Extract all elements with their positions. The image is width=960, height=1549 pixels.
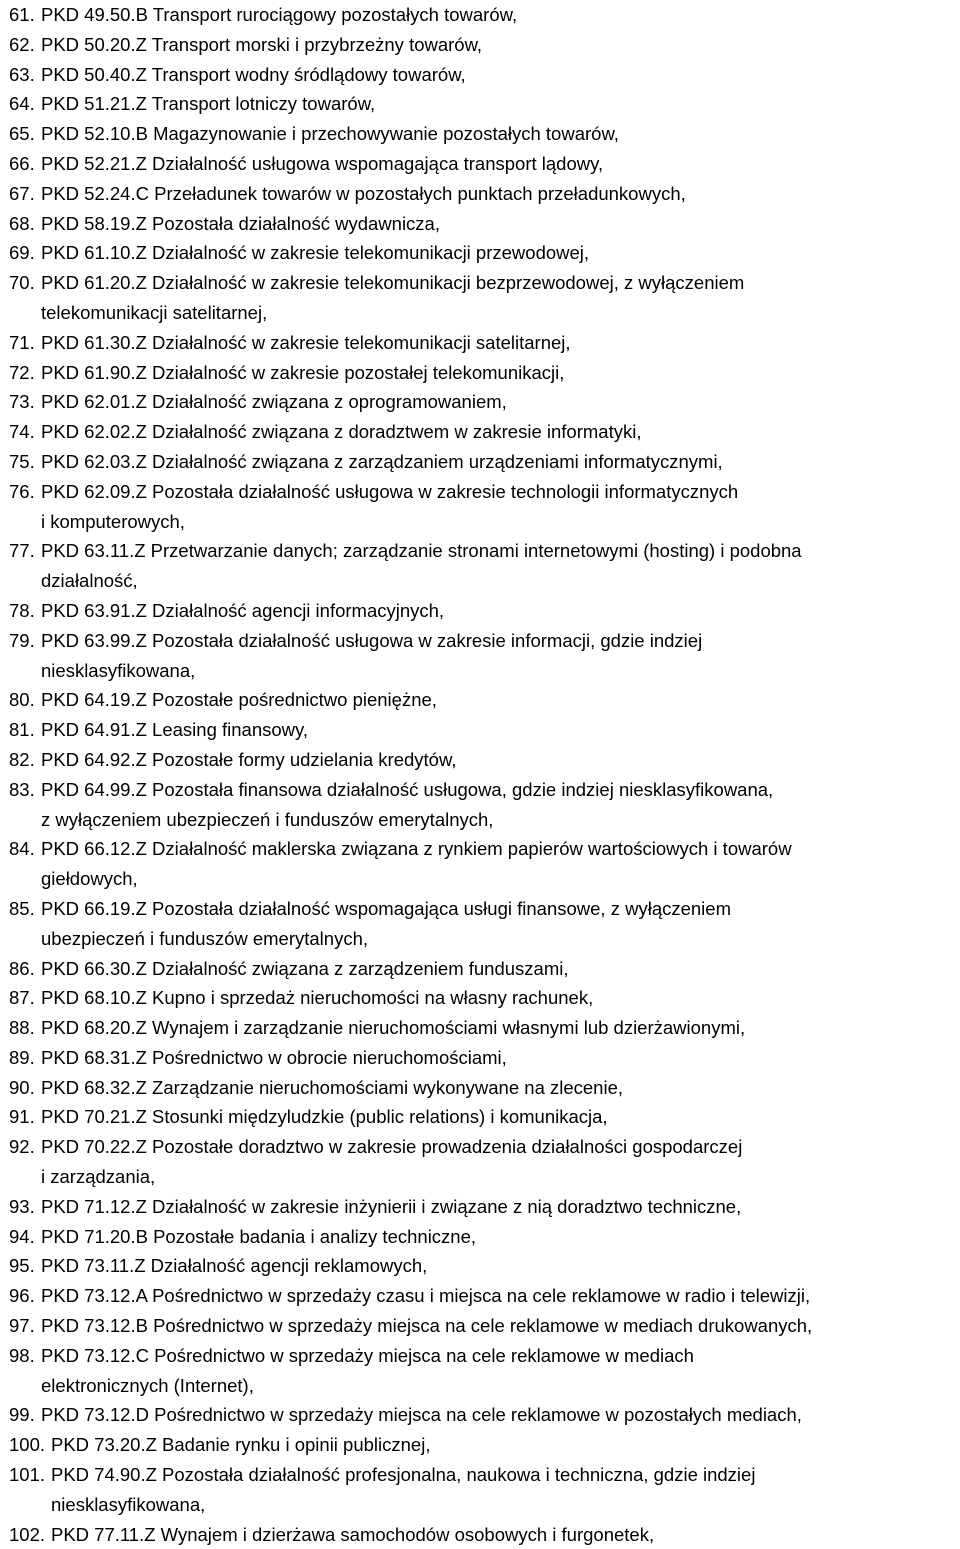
list-item-number: 102. [9,1523,46,1545]
list-item-text: PKD 63.11.Z Przetwarzanie danych; zarządzanie stronami internetowymi (hosting) i podobna działalność, [41,540,802,592]
list-item [9,1073,959,1103]
list-item-text: PKD 68.20.Z Wynajem i zarządzanie nieruchomościami własnymi lub dzierżawionymi, [41,1017,746,1039]
list-item [9,1341,959,1401]
list-item-text: PKD 68.31.Z Pośrednictwo w obrocie nieruchomościami, [41,1046,507,1068]
list-item [9,1192,959,1222]
pkd-code-list [9,0,959,1549]
list-item-number: 84. [9,838,35,860]
list-item-text: PKD 51.21.Z Transport lotniczy towarów, [41,93,376,115]
list-item [9,1311,959,1341]
list-item [9,89,959,119]
list-item-text: PKD 49.50.B Transport rurociągowy pozostałych towarów, [41,4,518,25]
list-item-number: 96. [9,1285,35,1307]
list-item-number: 66. [9,152,35,174]
list-item [9,179,959,209]
list-item-number: 94. [9,1225,35,1247]
list-item-number: 77. [9,540,35,562]
list-item [9,60,959,90]
list-item-text: PKD 66.12.Z Działalność maklerska związana z rynkiem papierów wartościowych i towarów giełdowych, [41,838,792,890]
list-item-text: PKD 63.91.Z Działalność agencji informacyjnych, [41,599,445,621]
list-item-text: PKD 61.90.Z Działalność w zakresie pozostałej telekomunikacji, [41,361,565,383]
list-item-number: 73. [9,391,35,413]
list-item-text: PKD 50.20.Z Transport morski i przybrzeżny towarów, [41,33,483,55]
list-item-text: PKD 62.02.Z Działalność związana z doradztwem w zakresie informatyki, [41,421,642,443]
list-item [9,954,959,984]
list-item-text: PKD 68.10.Z Kupno i sprzedaż nieruchomości na własny rachunek, [41,987,594,1009]
list-item [9,745,959,775]
list-item [9,1132,959,1192]
list-item-number: 81. [9,719,35,741]
list-item-text: PKD 61.10.Z Działalność w zakresie telekomunikacji przewodowej, [41,242,590,264]
list-item-text: PKD 73.12.A Pośrednictwo w sprzedaży czasu i miejsca na cele reklamowe w radio i telewizji, [41,1285,811,1307]
list-item-text: PKD 73.12.B Pośrednictwo w sprzedaży miejsca na cele reklamowe w mediach drukowanych, [41,1315,813,1337]
list-item-number: 78. [9,599,35,621]
list-item-number: 95. [9,1255,35,1277]
list-item [9,1043,959,1073]
list-item-text: PKD 77.11.Z Wynajem i dzierżawa samochodów osobowych i furgonetek, [51,1523,655,1545]
list-item-text: PKD 71.12.Z Działalność w zakresie inżynierii i związane z nią doradztwo techniczne, [41,1195,742,1217]
list-item-number: 100. [9,1434,46,1456]
list-item-number: 93. [9,1195,35,1217]
list-item [9,1102,959,1132]
list-item [9,328,959,358]
list-item-number: 64. [9,93,35,115]
list-item-number: 68. [9,212,35,234]
list-item [9,119,959,149]
list-item-number: 88. [9,1017,35,1039]
list-item-text: PKD 61.20.Z Działalność w zakresie telekomunikacji bezprzewodowej, z wyłączeniem telekomunikacji satelitarnej, [41,272,745,323]
list-item [9,834,959,894]
list-item [9,358,959,388]
list-item [9,1400,959,1430]
list-item-number: 79. [9,629,35,651]
list-item-text: PKD 66.19.Z Pozostała działalność wspomagająca usługi finansowe, z wyłączeniem ubezpieczeń i funduszów emerytalnych, [41,897,731,949]
list-item-number: 91. [9,1106,35,1128]
list-item [9,149,959,179]
list-item [9,477,959,537]
list-item [9,596,959,626]
list-item-number: 85. [9,897,35,919]
list-item-text: PKD 64.19.Z Pozostałe pośrednictwo pieniężne, [41,689,437,711]
list-item-number: 63. [9,63,35,85]
list-item-number: 61. [9,4,35,25]
list-item-number: 92. [9,1136,35,1158]
list-item [9,238,959,268]
list-item [9,775,959,835]
list-item-number: 99. [9,1404,35,1426]
list-item-text: PKD 52.21.Z Działalność usługowa wspomagająca transport lądowy, [41,152,604,174]
list-item-number: 82. [9,748,35,770]
list-item-number: 98. [9,1344,35,1366]
list-item-number: 80. [9,689,35,711]
list-item [9,0,959,30]
list-item-number: 72. [9,361,35,383]
list-item [9,417,959,447]
list-item-number: 74. [9,421,35,443]
list-item [9,626,959,686]
list-item-number: 87. [9,987,35,1009]
list-item-number: 75. [9,450,35,472]
list-item [9,536,959,596]
list-item [9,983,959,1013]
list-item-text: PKD 50.40.Z Transport wodny śródlądowy towarów, [41,63,466,85]
list-item-text: PKD 66.30.Z Działalność związana z zarządzeniem funduszami, [41,957,569,979]
list-item [9,1281,959,1311]
list-item [9,894,959,954]
list-item [9,1430,959,1460]
list-item-number: 76. [9,480,35,502]
list-item [9,387,959,417]
list-item-number: 71. [9,331,35,353]
list-item-text: PKD 64.92.Z Pozostałe formy udzielania kredytów, [41,748,457,770]
list-item-text: PKD 58.19.Z Pozostała działalność wydawnicza, [41,212,440,234]
list-item-text: PKD 62.03.Z Działalność związana z zarządzaniem urządzeniami informatycznymi, [41,450,723,472]
list-item-number: 83. [9,778,35,800]
list-item [9,1520,959,1549]
list-item-text: PKD 52.10.B Magazynowanie i przechowywanie pozostałych towarów, [41,123,619,145]
list-item-text: PKD 70.22.Z Pozostałe doradztwo w zakresie prowadzenia działalności gospodarczej i zarządzania, [41,1136,743,1188]
list-item-text: PKD 52.24.C Przeładunek towarów w pozostałych punktach przeładunkowych, [41,182,686,204]
list-item [9,209,959,239]
list-item [9,1222,959,1252]
list-item-text: PKD 71.20.B Pozostałe badania i analizy techniczne, [41,1225,477,1247]
list-item [9,1460,959,1520]
list-item-text: PKD 74.90.Z Pozostała działalność profesjonalna, naukowa i techniczna, gdzie indziej niesklasyfikowana, [51,1464,756,1515]
list-item-text: PKD 62.01.Z Działalność związana z oprogramowaniem, [41,391,507,413]
list-item-text: PKD 73.12.C Pośrednictwo w sprzedaży miejsca na cele reklamowe w mediach elektronicznych (Internet), [41,1344,694,1396]
list-item-number: 89. [9,1046,35,1068]
list-item-text: PKD 63.99.Z Pozostała działalność usługowa w zakresie informacji, gdzie indziej niesklasyfikowana, [41,629,703,681]
list-item-number: 101. [9,1464,46,1486]
list-item [9,447,959,477]
list-item-text: PKD 62.09.Z Pozostała działalność usługowa w zakresie technologii informatycznych i komputerowych, [41,480,739,532]
list-item-number: 67. [9,182,35,204]
list-item [9,685,959,715]
list-item-number: 65. [9,123,35,145]
list-item-text: PKD 64.99.Z Pozostała finansowa działalność usługowa, gdzie indziej niesklasyfikowana, z wyłączeniem ubezpieczeń i funduszów emerytalnych, [41,778,774,830]
list-item-text: PKD 70.21.Z Stosunki międzyludzkie (public relations) i komunikacja, [41,1106,608,1128]
list-item-text: PKD 64.91.Z Leasing finansowy, [41,719,309,741]
list-item-number: 86. [9,957,35,979]
list-item-number: 90. [9,1076,35,1098]
list-item-text: PKD 73.11.Z Działalność agencji reklamowych, [41,1255,428,1277]
list-item [9,1251,959,1281]
list-item [9,1013,959,1043]
list-item-number: 97. [9,1315,35,1337]
list-item [9,715,959,745]
list-item-text: PKD 73.12.D Pośrednictwo w sprzedaży miejsca na cele reklamowe w pozostałych mediach, [41,1404,802,1426]
list-item-number: 70. [9,272,35,294]
list-item [9,30,959,60]
list-item-number: 62. [9,33,35,55]
list-item-text: PKD 73.20.Z Badanie rynku i opinii publicznej, [51,1434,431,1456]
list-item-text: PKD 68.32.Z Zarządzanie nieruchomościami wykonywane na zlecenie, [41,1076,624,1098]
list-item [9,268,959,328]
list-item-number: 69. [9,242,35,264]
list-item-text: PKD 61.30.Z Działalność w zakresie telekomunikacji satelitarnej, [41,331,571,353]
